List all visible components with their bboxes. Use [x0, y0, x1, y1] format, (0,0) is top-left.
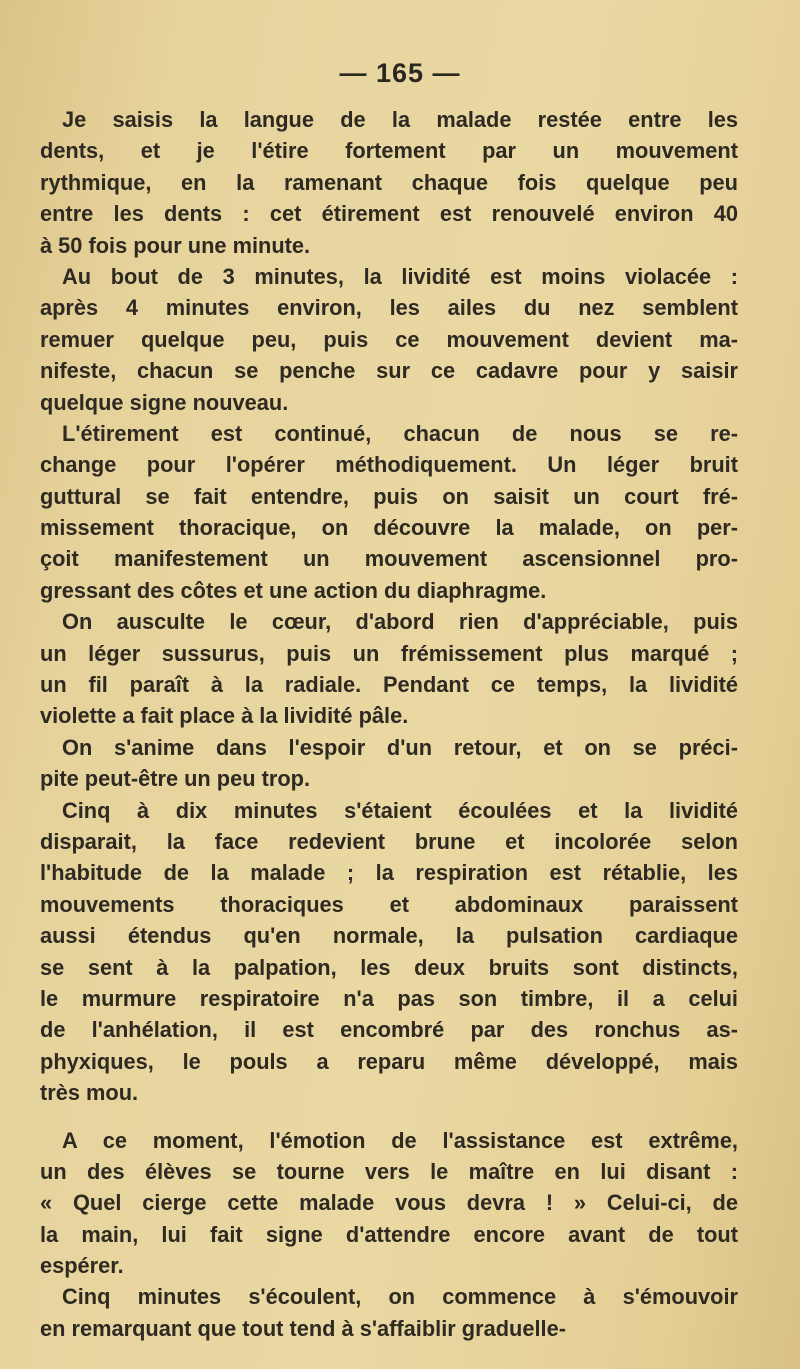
- text-line: quelque signe nouveau.: [40, 389, 289, 415]
- text-line: nifeste, chacun se penche sur ce cadavre pour y saisir: [40, 358, 738, 384]
- text-line: Au bout de 3 minutes, la lividité est moins violacée :: [62, 263, 738, 289]
- text-line: gressant des côtes et une action du diaphragme.: [40, 577, 547, 603]
- text-line: On s'anime dans l'espoir d'un retour, et on se préci-: [62, 734, 738, 760]
- text-line: en remarquant que tout tend à s'affaiblir graduelle-: [40, 1315, 566, 1341]
- text-line: çoit manifestement un mouvement ascensionnel pro-: [40, 546, 738, 572]
- text-line: remuer quelque peu, puis ce mouvement devient ma-: [40, 326, 738, 352]
- text-line: Cinq à dix minutes s'étaient écoulées et la lividité: [62, 797, 738, 823]
- text-line: après 4 minutes environ, les ailes du nez semblent: [40, 295, 738, 321]
- page-number: — 165 —: [339, 58, 461, 88]
- text-line: le murmure respiratoire n'a pas son timbre, il a celui: [40, 985, 738, 1011]
- paragraph: [40, 418, 738, 606]
- text-line: « Quel cierge cette malade vous devra ! » Celui-ci, de: [40, 1190, 738, 1216]
- text-line: de l'anhélation, il est encombré par des ronchus as-: [40, 1017, 738, 1043]
- paragraph: [40, 732, 738, 795]
- text-line: se sent à la palpation, les deux bruits sont distincts,: [40, 954, 738, 980]
- text-line: rythmique, en la ramenant chaque fois quelque peu: [40, 169, 738, 195]
- text-line: guttural se fait entendre, puis on saisit un court fré-: [40, 483, 738, 509]
- text-line: pite peut-être un peu trop.: [40, 766, 311, 792]
- text-line: aussi étendus qu'en normale, la pulsation cardiaque: [40, 923, 738, 949]
- text-line: espérer.: [40, 1253, 124, 1279]
- text-line: L'étirement est continué, chacun de nous se re-: [62, 420, 738, 446]
- text-line: un fil paraît à la radiale. Pendant ce temps, la lividité: [40, 672, 738, 698]
- text-line: dents, et je l'étire fortement par un mouvement: [40, 138, 738, 164]
- text-line: violette a fait place à la lividité pâle.: [40, 703, 409, 729]
- text-line: entre les dents : cet étirement est renouvelé environ 40: [40, 201, 738, 227]
- text-line: à 50 fois pour une minute.: [40, 232, 311, 258]
- text-line: la main, lui fait signe d'attendre encore avant de tout: [40, 1221, 738, 1247]
- paragraph: [40, 606, 738, 732]
- text-line: change pour l'opérer méthodiquement. Un léger bruit: [40, 452, 738, 478]
- paragraph: [40, 261, 738, 418]
- body-text: [40, 104, 738, 1344]
- paragraph: [40, 795, 738, 1109]
- text-line: missement thoracique, on découvre la malade, on per-: [40, 515, 738, 541]
- paragraph-gap: [40, 1109, 738, 1125]
- text-line: Cinq minutes s'écoulent, on commence à s'émouvoir: [62, 1284, 738, 1310]
- text-line: l'habitude de la malade ; la respiration est rétablie, les: [40, 860, 738, 886]
- paragraph: [40, 1281, 738, 1344]
- text-line: On ausculte le cœur, d'abord rien d'appréciable, puis: [62, 609, 738, 635]
- text-line: un des élèves se tourne vers le maître en lui disant :: [40, 1158, 738, 1184]
- text-line: mouvements thoraciques et abdominaux paraissent: [40, 891, 738, 917]
- text-line: phyxiques, le pouls a reparu même développé, mais: [40, 1048, 738, 1074]
- paragraph: [40, 104, 738, 261]
- paragraph: [40, 1125, 738, 1282]
- text-line: un léger sussurus, puis un frémissement plus marqué ;: [40, 640, 738, 666]
- text-line: Je saisis la langue de la malade restée entre les: [62, 107, 738, 132]
- text-line: disparait, la face redevient brune et incolorée selon: [40, 828, 738, 854]
- text-line: A ce moment, l'émotion de l'assistance est extrême,: [62, 1127, 738, 1153]
- text-line: très mou.: [40, 1080, 139, 1106]
